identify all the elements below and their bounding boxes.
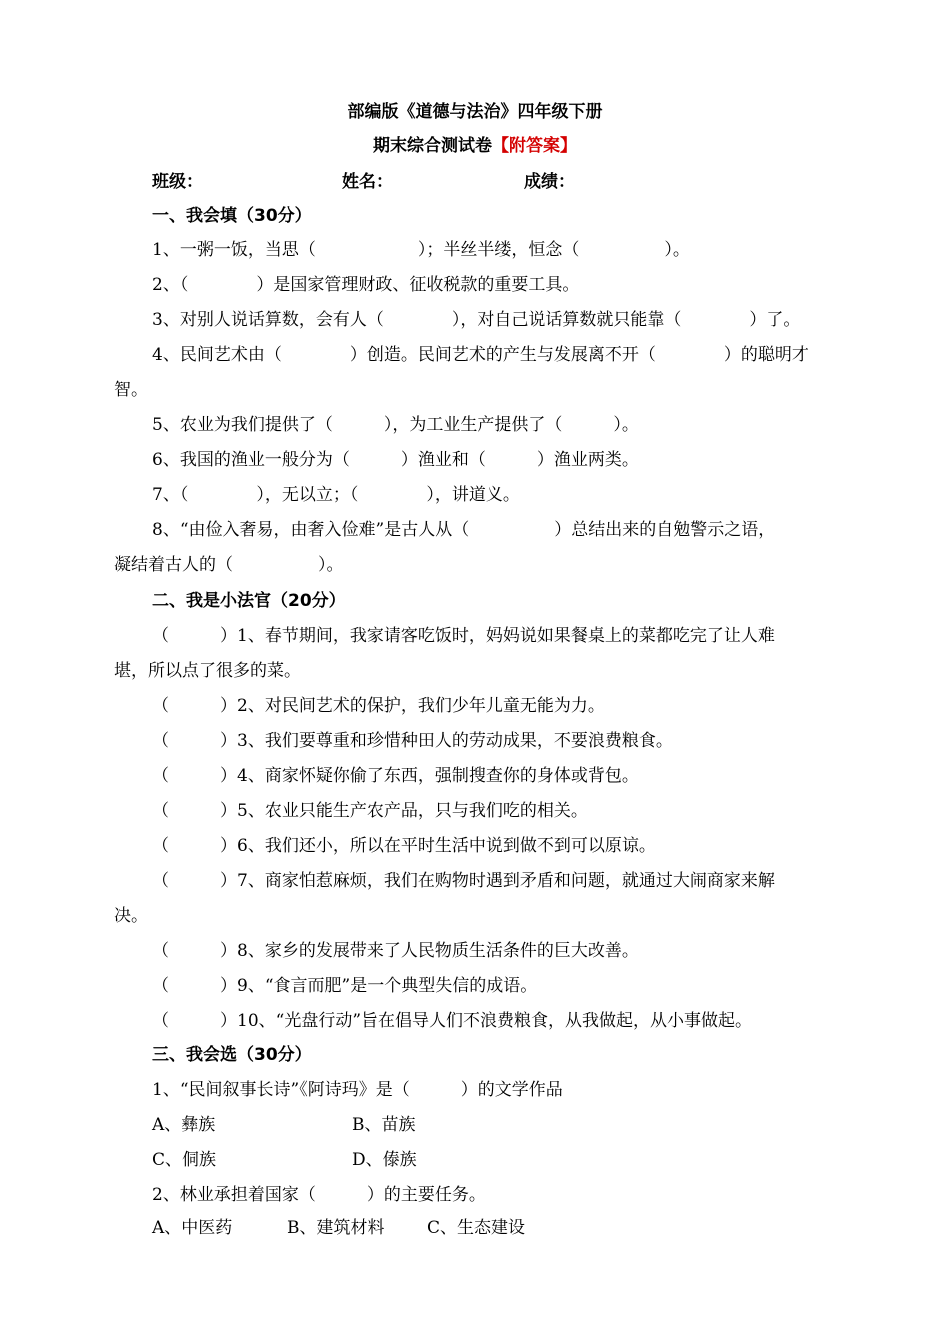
judge-question: （ ）8、家乡的发展带来了人民物质生活条件的巨大改善。 xyxy=(152,941,639,961)
section1-heading: 一、我会填（30分） xyxy=(152,206,312,226)
judge-question: （ ）1、春节期间，我家请客吃饭时，妈妈说如果餐桌上的菜都吃完了让人难 xyxy=(152,626,775,646)
fill-question: 6、我国的渔业一般分为（ ）渔业和（ ）渔业两类。 xyxy=(152,450,639,470)
choice-option: C、生态建设 xyxy=(427,1218,526,1238)
section2-heading: 二、我是小法官（20分） xyxy=(152,591,346,611)
page-title: 部编版《道德与法治》四年级下册 xyxy=(347,102,603,122)
choice-question: 2、林业承担着国家（ ）的主要任务。 xyxy=(152,1185,486,1205)
subtitle-text: 期末综合测试卷 xyxy=(373,136,492,156)
answer-tag: 【附答案】 xyxy=(492,136,577,156)
judge-question: （ ）9、“食言而肥”是一个典型失信的成语。 xyxy=(152,976,538,996)
fill-question: 4、民间艺术由（ ）创造。民间艺术的产生与发展离不开（ ）的聪明才 xyxy=(152,345,809,365)
class-label: 班级： xyxy=(152,172,203,192)
judge-question-cont: 堪，所以点了很多的菜。 xyxy=(114,661,301,681)
page-subtitle xyxy=(0,136,950,156)
fill-question: 1、一粥一饭，当思（ ）；半丝半缕，恒念（ ）。 xyxy=(152,240,690,260)
fill-question: 2、（ ）是国家管理财政、征收税款的重要工具。 xyxy=(152,275,580,295)
judge-question: （ ）4、商家怀疑你偷了东西，强制搜查你的身体或背包。 xyxy=(152,766,639,786)
section3-heading: 三、我会选（30分） xyxy=(152,1045,312,1065)
score-label: 成绩： xyxy=(524,172,575,192)
choice-option: A、中医药 xyxy=(152,1218,233,1238)
fill-question: 3、对别人说话算数，会有人（ ），对自己说话算数就只能靠（ ）了。 xyxy=(152,310,801,330)
judge-question: （ ）3、我们要尊重和珍惜种田人的劳动成果，不要浪费粮食。 xyxy=(152,731,673,751)
fill-question-cont: 智。 xyxy=(114,380,148,400)
judge-question: （ ）10、“光盘行动”旨在倡导人们不浪费粮食，从我做起，从小事做起。 xyxy=(152,1011,753,1031)
fill-question: 7、（ ），无以立；（ ），讲道义。 xyxy=(152,485,520,505)
name-label: 姓名： xyxy=(342,172,393,192)
fill-question: 5、农业为我们提供了（ ），为工业生产提供了（ ）。 xyxy=(152,415,639,435)
judge-question: （ ）6、我们还小，所以在平时生活中说到做不到可以原谅。 xyxy=(152,836,656,856)
choice-question: 1、“民间叙事长诗”《阿诗玛》是（ ）的文学作品 xyxy=(152,1080,563,1100)
fill-question: 8、“由俭入奢易，由奢入俭难”是古人从（ ）总结出来的自勉警示之语， xyxy=(152,520,776,540)
judge-question-cont: 决。 xyxy=(114,906,148,926)
choice-option: B、苗族 xyxy=(352,1115,416,1135)
choice-option: D、傣族 xyxy=(352,1150,417,1170)
judge-question: （ ）5、农业只能生产农产品，只与我们吃的相关。 xyxy=(152,801,588,821)
fill-question-cont: 凝结着古人的（ ）。 xyxy=(114,555,344,575)
judge-question: （ ）2、对民间艺术的保护，我们少年儿童无能为力。 xyxy=(152,696,605,716)
choice-option: A、彝族 xyxy=(152,1115,216,1135)
choice-option: C、侗族 xyxy=(152,1150,217,1170)
judge-question: （ ）7、商家怕惹麻烦，我们在购物时遇到矛盾和问题，就通过大闹商家来解 xyxy=(152,871,775,891)
choice-option: B、建筑材料 xyxy=(287,1218,385,1238)
